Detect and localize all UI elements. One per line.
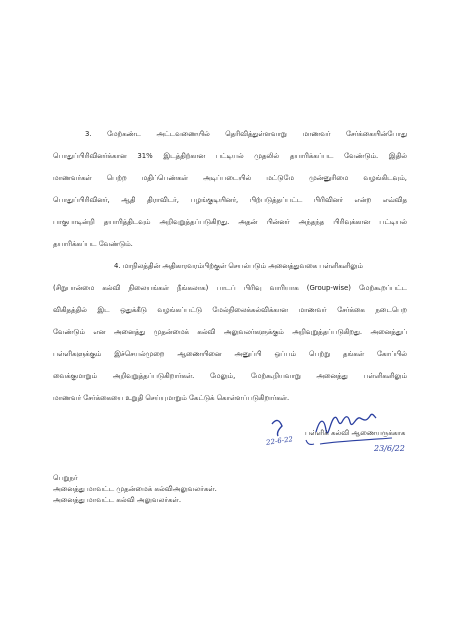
paragraph-4-line: 4. மாநிலத்தின் அதிகாரவரம்பிற்குள் செயல்படும் அனைத்துவகை பள்ளிகளிலும் [114, 262, 363, 270]
paragraph-4-line: வைக்குமாறும் அறிவுறுத்தப்படுகிறார்கள். மேலும், மேற்கூறியவாறு அனைத்து பள்ளிகளிலும் [53, 372, 407, 380]
paragraph-4-line: பள்ளிகளுக்கும் இச்செயல்முறை ஆணையினை அனுப்பி ஒப்பம் பெற்று தங்கள் கோப்பில் [53, 350, 407, 358]
paragraph-3-line: பாகுபாடின்றி தயாரித்திடவும் அறிவுறுத்தப்படுகிறது. அதன் பின்னர் அந்தந்த பிரிவுக்கான பட்டியல் [53, 218, 407, 226]
recipients-heading: பெறுநர் [53, 474, 78, 482]
signature-date: 23/6/22 [374, 444, 405, 453]
paragraph-4-line: மாணவர் சேர்க்கையை உறுதி செய்யுமாறும் கேட்டுக் கொள்ளப்படுகிறார்கள். [53, 394, 290, 402]
paragraph-4-line: (சிறுபான்மை கல்வி நிலையங்கள் நீங்கலாக) பாடப் பிரிவு வாரியாக (Group-wise) மேற்கூறப்பட்ட [53, 284, 407, 292]
paragraph-3-line: பொதுப்பிரிவினர்க்கான 31% இடத்திற்கான பட்டியல் முதலில் தயாரிக்கப்பட வேண்டும். இதில் [53, 152, 407, 160]
signatory-designation: பள்ளிக் கல்வி ஆணையருக்காக [305, 429, 406, 437]
recipient-line: அனைத்து மாவட்ட கல்வி அலுவலர்கள். [53, 496, 182, 504]
paragraph-3-line: தயாரிக்கப்பட வேண்டும். [53, 240, 133, 248]
paragraph-3-line: 3. மேற்கண்ட அட்டவணையில் தெரிவித்துள்ளவாறு மாணவர் சேர்க்கையின்போது [85, 130, 407, 138]
signature-initial-date: 22-6-22 [265, 435, 294, 447]
paragraph-3-line: மாணவர்கள் பெற்ற மதிப்பெண்கள் அடிப்படையில் மட்டுமே முன்னுரிமை வழங்கிடவும், [53, 174, 407, 182]
paragraph-3-line: பொதுப்பிரிவினர், ஆதி திராவிடர், பழங்குடியினர், பிற்படுத்தப்பட்ட பிரிவினர் என்ற எவ்வித [53, 196, 407, 204]
paragraph-4-line: வேண்டும் என அனைத்து முதன்மைக் கல்வி அலுவலர்களுக்கும் அறிவுறுத்தப்படுகிறது. அனைத்துப் [53, 328, 407, 336]
paragraph-4-line: விகிதத்தில் இட ஒதுக்கீடு வழங்கப்பட்டு மேல்நிலைக்கல்விக்கான மாணவர் சேர்க்கை நடைபெற [53, 306, 407, 314]
recipient-line: அனைத்து மாவட்ட முதன்மைக் கல்விஅலுவலர்கள். [53, 485, 217, 493]
